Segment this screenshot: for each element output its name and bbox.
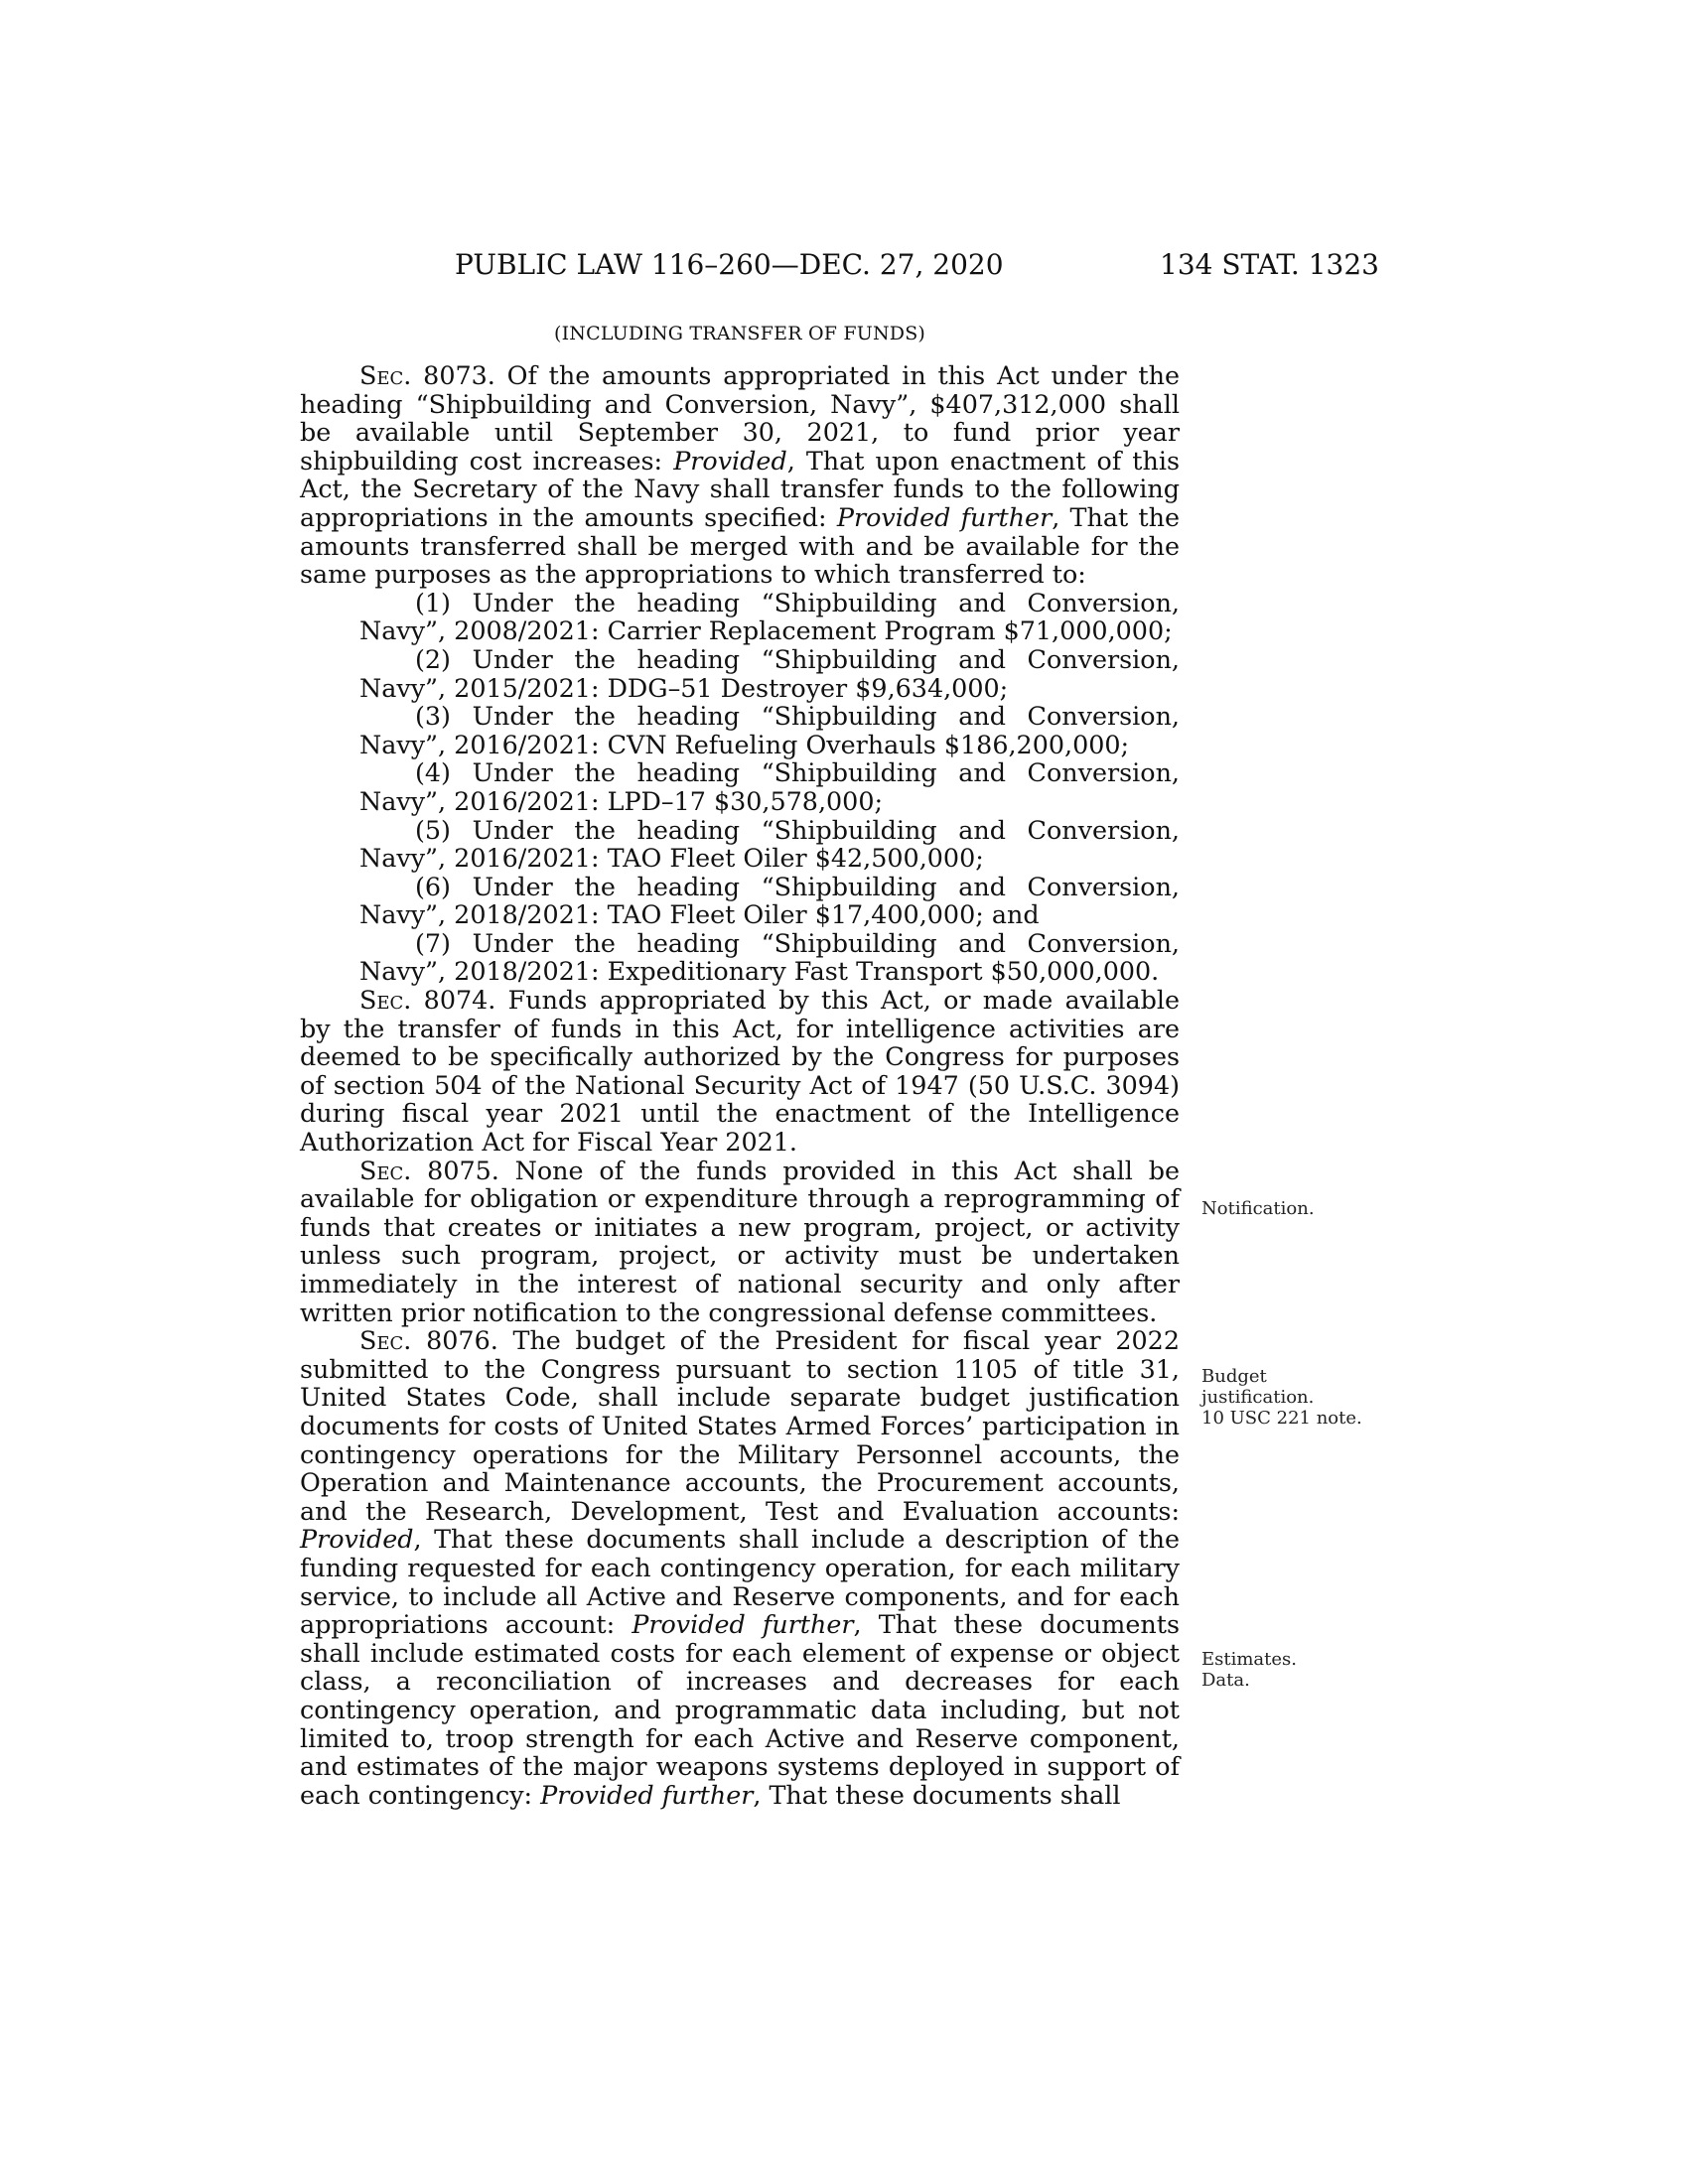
margin-note-usc: 10 USC 221 note. [1201,1408,1362,1429]
transfer-item-1: (1) Under the heading “Shipbuilding and Conversion, Navy”, 2008/2021: Carrier Replacement Program $71,000,000; [359,587,1180,646]
sec-8074-paragraph [300,986,1180,1157]
transfer-item-4: (4) Under the heading “Shipbuilding and Conversion, Navy”, 2016/2021: LPD–17 $30,578,000; [359,757,1180,816]
sec-8075-paragraph [300,1157,1180,1327]
sec-8073-paragraph [300,361,1180,589]
margin-note-estimates: Estimates. [1201,1649,1298,1670]
sec-8076-paragraph [300,1326,1180,1809]
margin-note-notification: Notification. [1201,1198,1315,1219]
margin-note-justification: justification. [1201,1387,1315,1408]
transfer-item-5: (5) Under the heading “Shipbuilding and Conversion, Navy”, 2016/2021: TAO Fleet Oiler $42,500,000; [359,814,1180,874]
transfer-item-2: (2) Under the heading “Shipbuilding and Conversion, Navy”, 2015/2021: DDG–51 Destroyer $9,634,000; [359,643,1180,703]
transfer-item-7: (7) Under the heading “Shipbuilding and Conversion, Navy”, 2018/2021: Expeditionary Fast Transport $50,000,000. [359,927,1180,987]
sec-8076-text-2: , That these documents shall include a description of the funding requested for each contingency operation, for each military service, to include all Active and Reserve components, and for each appropriations account: [300,1524,1180,1640]
document-body [300,361,1180,1809]
sec-label: Sec. [359,1155,412,1185]
sec-8076-text-4: , That these documents shall [753,1779,1121,1810]
sec-label: Sec. [359,360,412,390]
provided-further-term: Provided further [540,1779,754,1810]
stat-page-number: 134 STAT. 1323 [1160,248,1379,281]
sec-8076-text-1: 8076. The budget of the President for fiscal year 2022 submitted to the Congress pursuant to section 1105 of title 31, United States Code, shall include separate budget justification documents for costs of United States Armed Forces’ participation in contingency operations for the Military Personnel accounts, the Operation and Maintenance accounts, the Procurement accounts, and the Research, Development, Test and Evaluation accounts: [300,1325,1180,1526]
sec-label: Sec. [359,1325,412,1356]
provided-term: Provided [673,445,787,476]
margin-note-budget: Budget [1201,1366,1267,1387]
running-head [0,248,1688,288]
law-title: PUBLIC LAW 116–260—DEC. 27, 2020 [455,248,1004,281]
provided-further-term: Provided further [632,1609,854,1640]
provided-further-term: Provided further [836,501,1053,532]
sec-8076-text-3: , That these documents shall include estimated costs for each element of expense or object class, a reconciliation of increases and decreases for each contingency operation, and programmatic data including, but not limited to, troop strength for each Active and Reserve component, and estimates of the major weapons systems deployed in support of each contingency: [300,1609,1181,1810]
section-subheading: (INCLUDING TRANSFER OF FUNDS) [553,323,926,344]
provided-term: Provided [300,1524,414,1555]
sec-8073-text-3: , That the amounts transferred shall be merged with and be available for the same purposes as the appropriations to which transferred to: [300,501,1180,590]
margin-note-data: Data. [1201,1670,1250,1691]
sec-8075-text: 8075. None of the funds provided in this Act shall be available for obligation or expenditure through a reprogramming of funds that creates or initiates a new program, project, or activity unless such program, project, or activity must be undertaken immediately in the interest of national security and only after written prior notification to the congressional defense committees. [300,1155,1180,1327]
sec-8074-text: 8074. Funds appropriated by this Act, or made available by the transfer of funds in this Act, for intelligence activities are deemed to be specifically authorized by the Congress for purposes of section 504 of the National Security Act of 1947 (50 U.S.C. 3094) during fiscal year 2021 until the enactment of the Intelligence Authorization Act for Fiscal Year 2021. [300,985,1180,1158]
transfer-item-6: (6) Under the heading “Shipbuilding and Conversion, Navy”, 2018/2021: TAO Fleet Oiler $17,400,000; and [359,871,1180,930]
transfer-item-3: (3) Under the heading “Shipbuilding and Conversion, Navy”, 2016/2021: CVN Refueling Overhauls $186,200,000; [359,701,1180,759]
sec-label: Sec. [359,985,412,1016]
sec-8073-text-1: 8073. Of the amounts appropriated in this Act under the heading “Shipbuilding and Conversion, Navy”, $407,312,000 shall be available until September 30, 2021, to fund prior year shipbuilding cost increases: [300,360,1180,476]
sec-8073-text-2: , That upon enactment of this Act, the Secretary of the Navy shall transfer funds to the following appropriations in the amounts specified: [300,445,1180,532]
